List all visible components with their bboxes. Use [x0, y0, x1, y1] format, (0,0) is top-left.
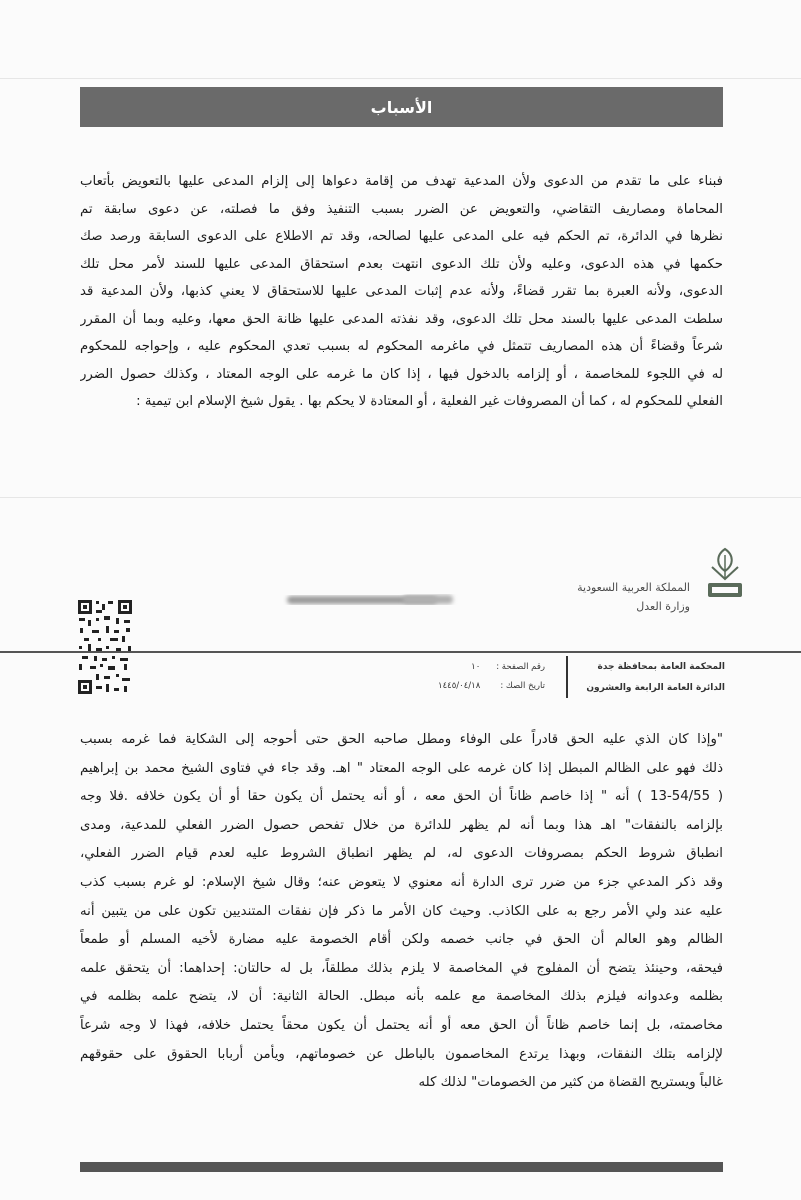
text-line: بإلزامه بالنفقات" اهـ هذا وبما أنه لم يظهر للدائرة من خلال تفحص حصول الضرر الفعلي للمدعية، ومدى [80, 817, 723, 833]
section-header [80, 87, 723, 127]
text-line: انطباق شروط الحكم بمصروفات الدعوى له، لم يظهر انطباق الشروط عليه لعدم قيام الضرر الفعلي، [80, 846, 723, 862]
text-line: لإلزامه بتلك النفقات، وبهذا يرتدع المخاصمون بالباطل عن خصوماتهم، ويأمن أربابا الحقوق على حقوقهم [80, 1046, 723, 1062]
page-top-edge [0, 78, 801, 79]
ministry-name: وزارة العدل [636, 600, 690, 613]
text-line: ( 13-54/55 ) أنه " إذا خاصم ظاناً أن الحق معه ، أو أنه يحتمل أن يكون حقا أو أن يكون خلافه .فلا وجه [80, 789, 723, 805]
text-line: وقد ذكر المدعي جزء من ضرر ترى الدارة أنه معنوي لا يتعوض عنه؛ وقال شيخ الإسلام: لو غرم بسبب كذب [80, 874, 723, 890]
text-line: الفعلي للمحكوم له ، كما أن المصروفات غير الفعلية ، أو المعتادة لا يحكم بها . يقول شيخ الإسلام ابن تيمية : [136, 394, 723, 409]
page-number-value: ١٠ [471, 662, 481, 672]
qr-code-icon [76, 598, 134, 696]
text-line: له في اللجوء للمخاصمة ، أو إلزامه بالدخول فيها ، إذا كان ما غرمه على الوجه المعتاد ، وكذلك حصول الضرر [80, 366, 723, 382]
deed-date-label: تاريخ الصك : [500, 681, 545, 691]
section-title: الأسباب [370, 97, 433, 117]
text-line: حكمها في هذه الدعوى، وعليه ولأن تلك الدعوى انتهت بعدم استحقاق المدعى عليها للسند لأمر محل تلك [80, 256, 723, 272]
text-line: فيحقه، وحينئذ يتضح أن المفلوج في المخاصمة لا يلزم بذلك مطلقاً، بل له حالتان: إحداهما: أن يتحقق علمه [80, 960, 723, 976]
text-line: الدعوى، ولأنه العبرة بما تقرر قضاءً، ولأنه عدم إثبات المدعى عليها للاستحقاق لا يعني كذبها، ولأن المدعية قد [80, 284, 723, 299]
page-number-row [395, 662, 545, 672]
text-line: غالباً ويستريح القضاة من كثير من الخصومات" لذلك كله [418, 1075, 723, 1091]
text-line: فبناء على ما تقدم من الدعوى ولأن المدعية تهدف من إقامة دعواها إلى إلزام المدعى عليها بالتعويض بأتعاب [80, 174, 723, 189]
header-separator [566, 656, 568, 698]
header-rule [0, 651, 801, 653]
footer-bar [80, 1162, 723, 1172]
deed-date-row [395, 681, 545, 691]
text-line: سلطت المدعى عليها بالسند محل تلك الدعوى، وقد نفذته المدعى عليها ظانة الحق معها، وعليه وبما أن المقرر [80, 311, 723, 327]
kingdom-name: المملكة العربية السعودية [577, 581, 690, 594]
text-line: مخاصمته، بل إنما خاصم ظاناً أن الحق معه أو أنه يحتمل أن يكون محقاً يحتمل خلافه، فهذا لا وجه شرعاً [80, 1017, 723, 1033]
text-line: بظلمه وعدوانه فيلزم بذلك المخاصمة مع علمه بأنه مبطل. الحالة الثانية: أن لا، يتضح علمه بظلمه في [80, 989, 723, 1005]
circuit-name: الدائرة العامة الرابعة والعشرون [586, 683, 725, 693]
text-line: نظرها في الدائرة، تم الحكم فيه على المدعى عليها لصالحه، وقد تم الاطلاع على الدعوى السابقة ورصد صك [80, 229, 723, 244]
text-line: عليه عند ولي الأمر رجع به على الكاذب. وحيث كان الأمر ما ذكر فإن نفقات المتنديين تكون على من يتبين أنه [80, 903, 723, 919]
page-break [0, 497, 801, 498]
court-name: المحكمة العامة بمحافظة جدة [597, 662, 725, 672]
text-line: ذلك فهو على الظالم المبطل إذا كان غرمه على الوجه المعتاد " اهـ. وقد جاء في فتاوى الشيخ محمد بن إبراهيم [80, 760, 723, 776]
text-line: المحاماة ومصاريف التقاضي، والتعويض عن الضرر بسبب التنفيذ وفق ما فصلته، عن دعوى سابقة تم [80, 201, 723, 217]
text-line: "وإذا كان الذي عليه الحق قادراً على الوفاء ومطل صاحبه الحق حتى أحوجه إلى الشكاية فما غرمه بسبب [80, 732, 723, 747]
text-line: شرعاً وقضاءً أن هذه المصاريف تتمثل في ماغرمه المحكوم له بسبب تعدي المحكوم عليه ، وإحواجه للمحكوم [80, 339, 723, 354]
deed-date-value: ١٤٤٥/٠٤/١٨ [438, 681, 481, 691]
redacted-stamp [283, 593, 458, 607]
body-paragraph [80, 726, 723, 1098]
text-line: الظالم وهو العالم أن الحق في جانب خصمه ولكن أقام الخصومة عليه مضارة لأخيه المسلم أو طمعاً [80, 932, 723, 948]
ministry-emblem-icon [702, 545, 748, 601]
reasons-paragraph [80, 168, 723, 416]
page-number-label: رقم الصفحة : [496, 662, 545, 672]
